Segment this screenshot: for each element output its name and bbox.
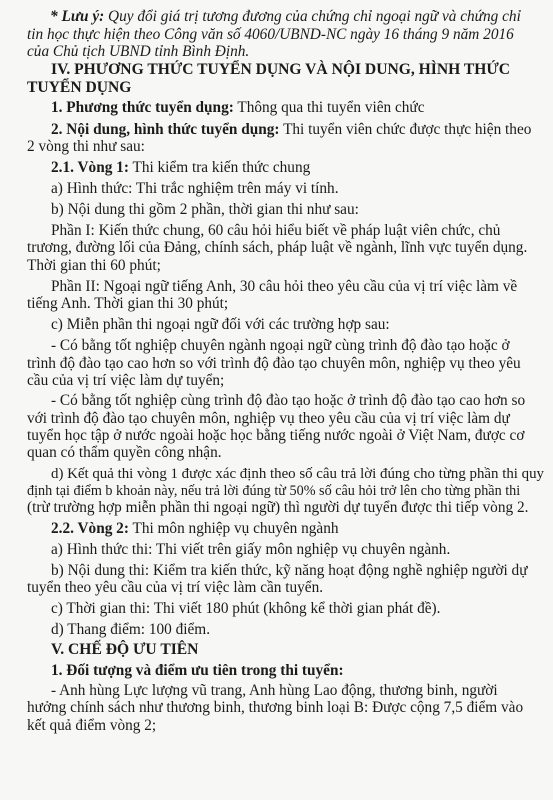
note-label: * Lưu ý: (50, 8, 105, 25)
part-1-line-1: Phần I: Kiến thức chung, 60 câu hỏi hiểu biết về pháp luật viên chức, chủ (51, 222, 501, 240)
priority-subjects-heading: 1. Đối tượng và điểm ưu tiên trong thi tuyển: (51, 661, 344, 679)
recruitment-method: 1. Phương thức tuyển dụng: Thông qua thi tuyển viên chức (51, 99, 425, 117)
section-iv-heading-line-2: TUYỂN DỤNG (27, 78, 132, 96)
round-2-scale: d) Thang điểm: 100 điểm. (51, 621, 211, 639)
exemption-heading: c) Miễn phần thi ngoại ngữ đối với các trường hợp sau: (51, 315, 390, 333)
round-1-result-line-3: (trừ trường hợp miễn phần thi ngoại ngữ) thì người dự tuyển được thi tiếp vòng 2. (27, 499, 529, 517)
recruitment-content: 2. Nội dung, hình thức tuyển dụng: Thi tuyển viên chức được thực hiện theo (51, 120, 532, 138)
part-2-line-2: tiếng Anh. Thời gian thi 30 phút; (27, 295, 229, 313)
exemption-1-line-2: trình độ đào tạo cao hơn so với trình độ đào tạo chuyên môn, nghiệp vụ theo yêu (27, 354, 521, 372)
priority-line-3: kết quả điểm vòng 2; (27, 716, 157, 734)
exemption-1-line-3: cầu của vị trí việc làm dự tuyển; (27, 371, 225, 389)
round-2-format: a) Hình thức thi: Thi viết trên giấy môn nghiệp vụ chuyên ngành. (51, 541, 451, 559)
part-2-line-1: Phần II: Ngoại ngữ tiếng Anh, 30 câu hỏi theo yêu cầu của vị trí việc làm về (51, 278, 518, 296)
note-line-1: * Lưu ý: Quy đổi giá trị tương đương của chứng chỉ ngoại ngữ và chứng chỉ (50, 8, 521, 25)
round-1-content: b) Nội dung thi gồm 2 phần, thời gian thi như sau: (51, 200, 359, 218)
exemption-2-line-4: quan có thẩm quyền công nhận. (27, 444, 222, 462)
section-iv-heading-line-1: IV. PHƯƠNG THỨC TUYỂN DỤNG VÀ NỘI DUNG, HÌNH THỨC (51, 61, 511, 79)
recruitment-content-line-2: 2 vòng thi như sau: (27, 137, 145, 155)
round-2-content-line-1: b) Nội dung thi: Kiểm tra kiến thức, kỹ năng hoạt động nghề nghiệp người dự (51, 561, 528, 579)
priority-line-1: - Anh hùng Lực lượng vũ trang, Anh hùng Lao động, thương binh, người (51, 682, 498, 700)
note-line-2: tin học thực hiện theo Công văn số 4060/UBND-NC ngày 16 tháng 9 năm 2016 (27, 26, 514, 44)
round-1-result-line-2: định tại điểm b khoản này, nếu trả lời đúng từ 50% số câu hỏi trở lên cho từng phần thi (27, 482, 521, 499)
note-line-3: của Chủ tịch UBND tỉnh Bình Định. (27, 43, 250, 61)
round-1-result-line-1: d) Kết quả thi vòng 1 được xác định theo số câu trả lời đúng cho từng phần thi quy (51, 465, 544, 482)
part-1-line-3: Thời gian thi 60 phút; (27, 256, 161, 274)
round-1-format: a) Hình thức: Thi trắc nghiệm trên máy vi tính. (51, 180, 339, 197)
exemption-2-line-3: tuyển học tập ở nước ngoài hoặc học bằng tiếng nước ngoài ở Việt Nam, được cơ (27, 426, 525, 444)
section-v-heading: V. CHẾ ĐỘ ƯU TIÊN (51, 640, 199, 658)
round-2-duration: c) Thời gian thi: Thi viết 180 phút (không kể thời gian phát đề). (51, 599, 441, 617)
part-1-line-2: trương, đường lối của Đảng, chính sách, pháp luật về ngành, lĩnh vực tuyển dụng. (27, 239, 528, 257)
exemption-2-line-2: với trình độ đào tạo chuyên môn, nghiệp vụ theo yêu cầu của vị trí việc làm dự (27, 409, 510, 427)
exemption-1-line-1: - Có bằng tốt nghiệp chuyên ngành ngoại ngữ cùng trình độ đào tạo hoặc ở (51, 337, 510, 355)
priority-line-2: hưởng chính sách như thương binh, thương binh loại B: Được cộng 7,5 điểm vào (27, 699, 524, 717)
round-2-content-line-2: tuyển theo yêu cầu của vị trí việc làm cần tuyển. (27, 579, 324, 597)
round-1-heading: 2.1. Vòng 1: Thi kiểm tra kiến thức chung (51, 158, 311, 176)
exemption-2-line-1: - Có bằng tốt nghiệp cùng trình độ đào tạo hoặc ở trình độ đào tạo cao hơn so (51, 392, 526, 410)
round-2-heading: 2.2. Vòng 2: Thi môn nghiệp vụ chuyên ngành (51, 519, 339, 537)
